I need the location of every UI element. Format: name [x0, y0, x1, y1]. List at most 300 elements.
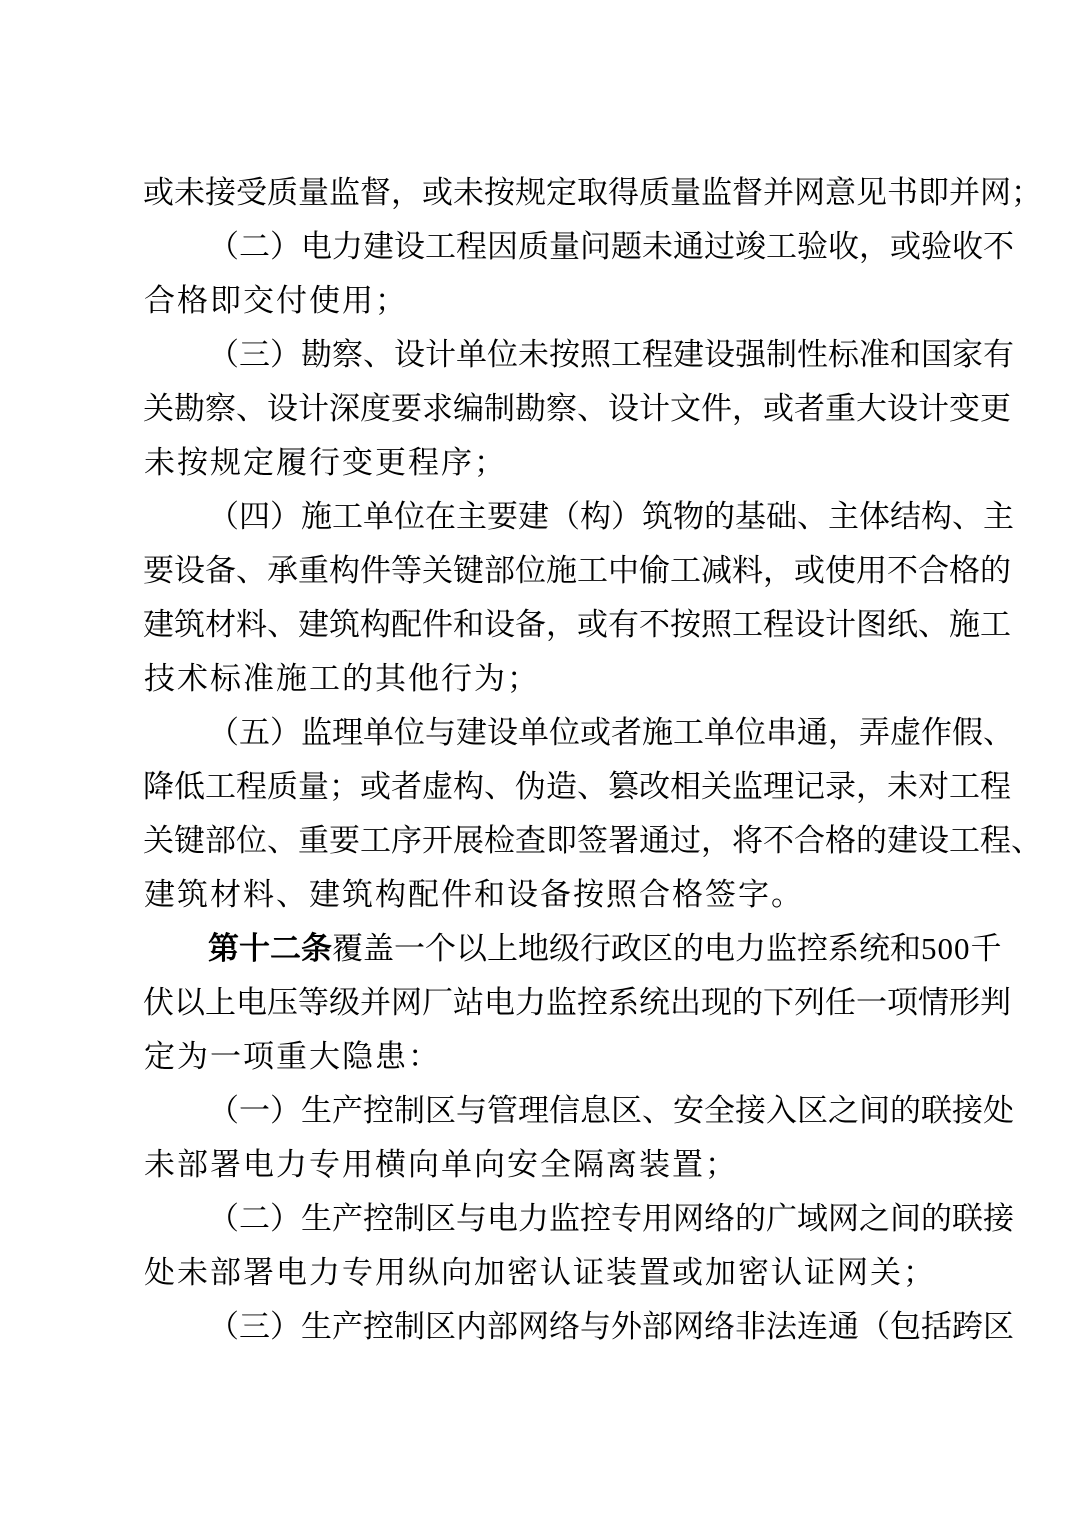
cjk-char: 一: [856, 985, 887, 1021]
cjk-char: 区: [425, 1309, 456, 1345]
text-line: [143, 382, 1011, 436]
cjk-char: 未: [518, 337, 549, 373]
cjk-char: 患: [375, 1039, 406, 1075]
cjk-char: 处: [144, 1255, 175, 1291]
cjk-char: 更: [375, 445, 406, 481]
cjk-char: 基: [735, 499, 766, 535]
cjk-char: 向: [408, 1147, 439, 1183]
cjk-char: 查: [515, 823, 546, 859]
cjk-char: 署: [608, 823, 639, 859]
cjk-char: 、: [952, 499, 983, 535]
cjk-char: 工: [425, 229, 456, 265]
cjk-char: 工: [309, 661, 340, 697]
cjk-char: 程: [980, 823, 1011, 859]
cjk-char: 程: [456, 229, 487, 265]
cjk-char: 定: [144, 1039, 175, 1075]
cjk-char: 电: [301, 229, 332, 265]
cjk-char: 为: [474, 661, 505, 697]
cjk-char: 格: [672, 877, 703, 913]
cjk-char: 控: [580, 1201, 611, 1237]
cjk-char: 件: [360, 553, 391, 589]
cjk-char: 位: [394, 715, 425, 751]
cjk-char: 程: [408, 445, 439, 481]
cjk-char: 交: [243, 283, 274, 319]
cjk-char: 即: [546, 823, 577, 859]
cjk-char: 设: [174, 553, 205, 589]
cjk-char: 控: [363, 1309, 394, 1345]
cjk-char: 系: [608, 985, 639, 1021]
cjk-char: 或: [890, 229, 921, 265]
cjk-char: 定: [243, 445, 274, 481]
cjk-char: 有: [983, 337, 1014, 373]
cjk-char: 五: [239, 715, 270, 751]
cjk-char: 关: [701, 769, 732, 805]
cjk-char: 照: [580, 337, 611, 373]
article-number-char: 条: [301, 931, 332, 967]
text-line: [143, 1030, 935, 1084]
cjk-char: 通: [828, 1309, 859, 1345]
cjk-char: 量: [298, 769, 329, 805]
cjk-char: 工: [766, 229, 797, 265]
cjk-char: 问: [580, 229, 611, 265]
cjk-char: 之: [828, 1093, 859, 1129]
cjk-char: 要: [329, 823, 360, 859]
cjk-char: 位: [549, 715, 580, 751]
cjk-char: 网: [391, 985, 422, 1021]
cjk-char: 部: [484, 553, 515, 589]
cjk-char: 行: [580, 931, 611, 967]
cjk-char: 深: [329, 391, 360, 427]
cjk-char: 息: [580, 1093, 611, 1129]
cjk-char: 序: [391, 823, 422, 859]
cjk-char: 单: [456, 337, 487, 373]
cjk-char: 关: [143, 823, 174, 859]
cjk-char: 安: [507, 1147, 538, 1183]
cjk-char: 接: [735, 1093, 766, 1129]
cjk-char: 出: [670, 985, 701, 1021]
cjk-char: 降: [143, 769, 174, 805]
article-number-char: 二: [270, 931, 301, 967]
cjk-char: 列: [794, 985, 825, 1021]
text-line: [143, 760, 1011, 814]
cjk-char: 签: [577, 823, 608, 859]
cjk-char: 其: [375, 661, 406, 697]
cjk-char: 使: [825, 553, 856, 589]
cjk-char: 并: [949, 175, 980, 211]
cjk-char: 备: [205, 553, 236, 589]
cjk-char: 按: [573, 877, 604, 913]
cjk-char: 工: [673, 715, 704, 751]
cjk-char: 安: [673, 1093, 704, 1129]
cjk-char: 盖: [363, 931, 394, 967]
cjk-char: 工: [980, 607, 1011, 643]
cjk-char: 的: [704, 499, 735, 535]
text-line: [143, 1246, 935, 1300]
cjk-char: 法: [766, 1309, 797, 1345]
cjk-char: 电: [243, 1147, 274, 1183]
cjk-char: 纵: [408, 1255, 439, 1291]
cjk-char: 工: [611, 337, 642, 373]
cjk-char: 备: [540, 877, 571, 913]
cjk-char: 位: [735, 715, 766, 751]
cjk-char: 质: [639, 175, 670, 211]
cjk-char: （: [549, 499, 580, 535]
cjk-char: 跨: [952, 1309, 983, 1345]
cjk-char: 网: [794, 175, 825, 211]
cjk-char: 、: [983, 715, 1014, 751]
cjk-char: 筑: [342, 877, 373, 913]
cjk-char: 、: [642, 1093, 673, 1129]
cjk-char: 格: [949, 553, 980, 589]
cjk-char: 单: [363, 715, 394, 751]
cjk-char: ）: [270, 337, 301, 373]
cjk-char: 伏: [143, 985, 174, 1021]
cjk-char: 间: [859, 1093, 890, 1129]
cjk-char: 二: [239, 1201, 270, 1237]
cjk-char: （: [208, 1093, 239, 1129]
cjk-char: 工: [205, 769, 236, 805]
cjk-char: （: [208, 499, 239, 535]
cjk-char: （: [859, 1309, 890, 1345]
cjk-char: 虚: [422, 769, 453, 805]
cjk-char: 与: [425, 715, 456, 751]
cjk-char: 的: [980, 553, 1011, 589]
cjk-char: 重: [276, 1039, 307, 1075]
cjk-char: 离: [606, 1147, 637, 1183]
cjk-char: 、: [267, 607, 298, 643]
cjk-char: 签: [705, 877, 736, 913]
cjk-char: 上: [487, 931, 518, 967]
cjk-char: ；: [1011, 175, 1042, 211]
cjk-char: 以: [456, 931, 487, 967]
cjk-char: 通: [797, 715, 828, 751]
cjk-char: 证: [804, 1255, 835, 1291]
cjk-char: 位: [515, 553, 546, 589]
cjk-char: ；: [329, 769, 360, 805]
cjk-char: 二: [239, 229, 270, 265]
cjk-char: 构: [360, 607, 391, 643]
cjk-char: 络: [704, 1309, 735, 1345]
cjk-char: 、: [267, 823, 298, 859]
cjk-char: 计: [918, 391, 949, 427]
cjk-char: 隐: [342, 1039, 373, 1075]
cjk-char: 减: [701, 553, 732, 589]
cjk-char: 受: [236, 175, 267, 211]
cjk-char: 域: [797, 1201, 828, 1237]
cjk-char: 与: [456, 1093, 487, 1129]
cjk-char: 材: [205, 607, 236, 643]
cjk-char: 按: [177, 445, 208, 481]
cjk-char: 者: [794, 391, 825, 427]
cjk-char: 监: [732, 769, 763, 805]
cjk-char: 置: [672, 1147, 703, 1183]
cjk-char: 署: [243, 1255, 274, 1291]
cjk-char: 三: [239, 337, 270, 373]
cjk-char: 准: [243, 661, 274, 697]
cjk-char: 或: [143, 175, 174, 211]
cjk-char: 区: [797, 1093, 828, 1129]
cjk-char: 任: [825, 985, 856, 1021]
cjk-char: 施: [301, 499, 332, 535]
cjk-char: 区: [983, 1309, 1014, 1345]
latin-number: 500: [921, 931, 971, 966]
cjk-char: 网: [673, 1201, 704, 1237]
cjk-char: 横: [375, 1147, 406, 1183]
cjk-char: 理: [518, 1093, 549, 1129]
cjk-char: （: [208, 715, 239, 751]
article-number-char: 十: [239, 931, 270, 967]
cjk-char: 重: [298, 823, 329, 859]
article-number-char: 第: [208, 931, 239, 967]
cjk-char: 项: [243, 1039, 274, 1075]
cjk-char: 不: [639, 607, 670, 643]
cjk-char: 入: [766, 1093, 797, 1129]
cjk-char: 通: [639, 823, 670, 859]
cjk-char: 构: [580, 499, 611, 535]
cjk-char: 察: [546, 391, 577, 427]
cjk-char: 付: [276, 283, 307, 319]
text-line: [143, 1300, 1014, 1354]
text-line: [143, 814, 1042, 868]
cjk-char: 力: [332, 229, 363, 265]
cjk-char: 筑: [177, 877, 208, 913]
cjk-char: 或: [577, 607, 608, 643]
cjk-char: 结: [890, 499, 921, 535]
cjk-char: 施: [546, 553, 577, 589]
cjk-char: ；: [474, 445, 505, 481]
cjk-char: 和: [453, 607, 484, 643]
cjk-char: 定: [546, 175, 577, 211]
cjk-char: 加: [705, 1255, 736, 1291]
cjk-char: 质: [518, 229, 549, 265]
cjk-char: 站: [453, 985, 484, 1021]
cjk-char: 建: [298, 607, 329, 643]
cjk-char: 者: [391, 769, 422, 805]
cjk-char: 统: [859, 931, 890, 967]
cjk-char: 建: [518, 499, 549, 535]
cjk-char: ，: [391, 175, 422, 211]
cjk-char: 理: [763, 769, 794, 805]
cjk-char: 单: [518, 715, 549, 751]
cjk-char: 下: [763, 985, 794, 1021]
cjk-char: 改: [639, 769, 670, 805]
cjk-char: 统: [639, 985, 670, 1021]
cjk-char: 部: [487, 1309, 518, 1345]
cjk-char: （: [208, 1201, 239, 1237]
cjk-char: 形: [949, 985, 980, 1021]
cjk-char: 电: [276, 1255, 307, 1291]
cjk-char: 对: [918, 769, 949, 805]
cjk-char: 照: [606, 877, 637, 913]
cjk-char: 重: [825, 391, 856, 427]
cjk-char: 计: [639, 391, 670, 427]
cjk-char: 四: [239, 499, 270, 535]
cjk-char: 区: [425, 1201, 456, 1237]
cjk-char: ；: [903, 1255, 934, 1291]
cjk-char: 主: [828, 499, 859, 535]
cjk-char: 料: [732, 553, 763, 589]
cjk-char: 监: [549, 1201, 580, 1237]
cjk-char: 篡: [608, 769, 639, 805]
cjk-char: 变: [342, 445, 373, 481]
cjk-char: 建: [144, 877, 175, 913]
cjk-char: 络: [549, 1309, 580, 1345]
cjk-char: 因: [487, 229, 518, 265]
cjk-char: 即: [210, 283, 241, 319]
cjk-char: 监: [301, 715, 332, 751]
cjk-char: 察: [205, 391, 236, 427]
cjk-char: 的: [342, 661, 373, 697]
cjk-char: 内: [456, 1309, 487, 1345]
cjk-char: 置: [639, 1255, 670, 1291]
cjk-char: ，: [732, 391, 763, 427]
cjk-char: 接: [983, 1201, 1014, 1237]
cjk-char: 力: [276, 1147, 307, 1183]
cjk-char: 关: [143, 391, 174, 427]
cjk-char: 力: [735, 931, 766, 967]
cjk-char: ，: [859, 229, 890, 265]
cjk-char: 构: [375, 877, 406, 913]
text-line: [143, 436, 935, 490]
cjk-char: 要: [487, 499, 518, 535]
cjk-char: （: [208, 229, 239, 265]
cjk-char: 证: [573, 1255, 604, 1291]
cjk-char: 取: [577, 175, 608, 211]
cjk-char: 现: [701, 985, 732, 1021]
cjk-char: ）: [270, 1093, 301, 1129]
cjk-char: ）: [270, 229, 301, 265]
cjk-char: 计: [298, 391, 329, 427]
cjk-char: 压: [267, 985, 298, 1021]
cjk-char: 设: [267, 391, 298, 427]
cjk-char: 未: [642, 229, 673, 265]
cjk-char: 设: [394, 229, 425, 265]
cjk-char: 的: [856, 823, 887, 859]
cjk-char: 、: [276, 877, 307, 913]
cjk-char: 电: [487, 1201, 518, 1237]
cjk-char: 密: [738, 1255, 769, 1291]
cjk-char: 情: [918, 985, 949, 1021]
cjk-char: 主: [456, 499, 487, 535]
text-line: [143, 706, 1014, 760]
cjk-char: 等: [391, 553, 422, 589]
cjk-char: 字: [738, 877, 769, 913]
cjk-char: 项: [887, 985, 918, 1021]
cjk-char: 不: [887, 553, 918, 589]
cjk-char: 行: [441, 661, 472, 697]
cjk-char: 承: [267, 553, 298, 589]
cjk-char: 一: [239, 1093, 270, 1129]
cjk-char: 接: [205, 175, 236, 211]
cjk-char: 个: [425, 931, 456, 967]
cjk-char: 构: [329, 553, 360, 589]
cjk-char: （: [208, 337, 239, 373]
cjk-char: 工: [577, 553, 608, 589]
cjk-char: 验: [797, 229, 828, 265]
cjk-char: 得: [608, 175, 639, 211]
cjk-char: 记: [794, 769, 825, 805]
cjk-char: 并: [360, 985, 391, 1021]
text-line: [143, 1192, 1014, 1246]
cjk-char: 厂: [422, 985, 453, 1021]
cjk-char: 键: [174, 823, 205, 859]
text-line: [143, 868, 935, 922]
cjk-char: 网: [518, 1309, 549, 1345]
cjk-char: 、: [797, 499, 828, 535]
cjk-char: 部: [642, 1309, 673, 1345]
cjk-char: 按: [484, 175, 515, 211]
cjk-char: 政: [611, 931, 642, 967]
cjk-char: 量: [670, 175, 701, 211]
cjk-char: 监: [701, 175, 732, 211]
cjk-char: 、: [484, 769, 515, 805]
cjk-char: 工: [949, 823, 980, 859]
cjk-char: 和: [890, 337, 921, 373]
text-line: [143, 274, 935, 328]
article-heading-line: [143, 922, 1002, 976]
cjk-char: 有: [608, 607, 639, 643]
cjk-char: 虚: [890, 715, 921, 751]
cjk-char: 、: [1011, 823, 1042, 859]
cjk-char: 假: [952, 715, 983, 751]
cjk-char: 料: [243, 877, 274, 913]
cjk-char: 级: [549, 931, 580, 967]
cjk-char: ，: [856, 769, 887, 805]
cjk-char: 按: [549, 337, 580, 373]
cjk-char: 使: [309, 283, 340, 319]
cjk-char: ）: [611, 499, 642, 535]
cjk-char: 一: [210, 1039, 241, 1075]
cjk-char: 程: [980, 769, 1011, 805]
cjk-char: 施: [276, 661, 307, 697]
cjk-char: 生: [301, 1309, 332, 1345]
cjk-char: 装: [639, 1147, 670, 1183]
cjk-char: 用: [342, 1147, 373, 1183]
cjk-char: 作: [921, 715, 952, 751]
text-line: [143, 166, 1042, 220]
cjk-char: 程: [642, 337, 673, 373]
cjk-char: ，: [763, 553, 794, 589]
cjk-char: 力: [518, 1201, 549, 1237]
cjk-char: 处: [983, 1093, 1014, 1129]
cjk-char: 工: [332, 499, 363, 535]
cjk-char: 筑: [174, 607, 205, 643]
cjk-char: 生: [301, 1093, 332, 1129]
cjk-char: 将: [732, 823, 763, 859]
cjk-char: 部: [177, 1147, 208, 1183]
cjk-char: 设: [794, 607, 825, 643]
cjk-char: 或: [763, 391, 794, 427]
cjk-char: 以: [174, 985, 205, 1021]
cjk-char: 验: [921, 229, 952, 265]
cjk-char: 区: [611, 1093, 642, 1129]
cjk-char: 设: [507, 877, 538, 913]
cjk-char: 单: [363, 499, 394, 535]
cjk-char: 规: [515, 175, 546, 211]
cjk-char: 与: [456, 1201, 487, 1237]
cjk-char: 管: [487, 1093, 518, 1129]
text-line: [143, 598, 1011, 652]
text-line: [143, 220, 1014, 274]
cjk-char: 隔: [573, 1147, 604, 1183]
cjk-char: 装: [606, 1255, 637, 1291]
cjk-char: 计: [425, 337, 456, 373]
cjk-char: 偷: [639, 553, 670, 589]
cjk-char: 备: [515, 607, 546, 643]
cjk-char: 要: [391, 391, 422, 427]
cjk-char: 或: [672, 1255, 703, 1291]
cjk-char: 或: [794, 553, 825, 589]
